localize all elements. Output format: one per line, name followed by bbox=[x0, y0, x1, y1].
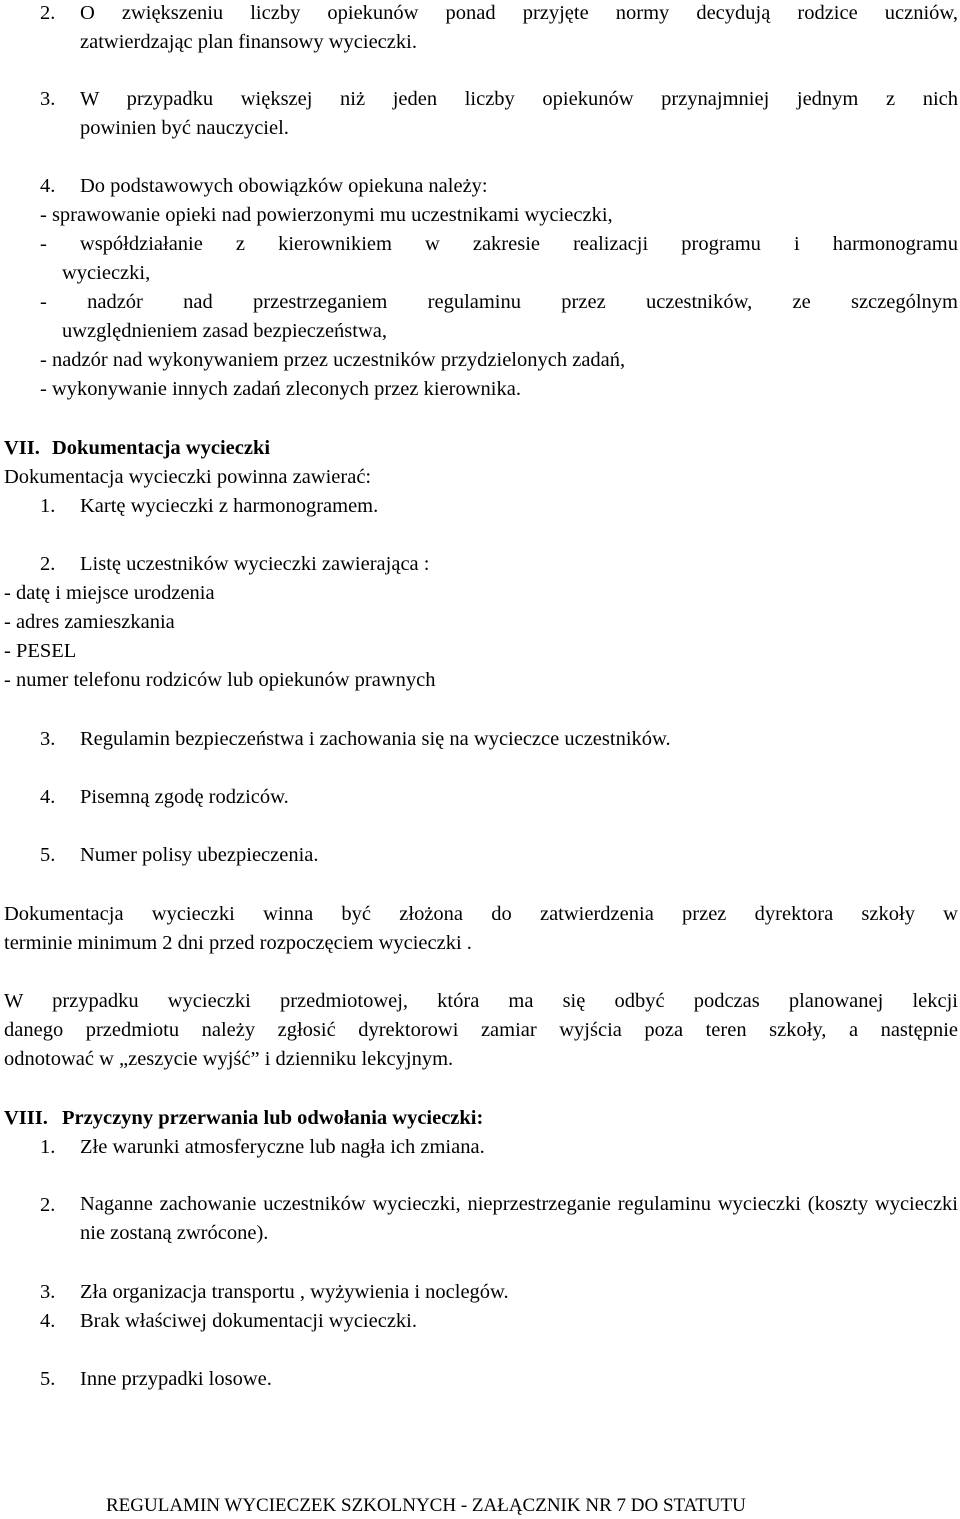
item-text: Do podstawowych obowiązków opiekuna należy: bbox=[80, 175, 488, 197]
section-title: Dokumentacja wycieczki bbox=[52, 437, 271, 459]
item-number: 2. bbox=[40, 1194, 56, 1216]
duty-line: - sprawowanie opieki nad powierzonymi mu uczestnikami wycieczki, bbox=[40, 204, 613, 226]
duty-line: - współdziałanie z kierownikiem w zakresie realizacji programu i harmonogramu bbox=[40, 233, 958, 255]
item-text: Naganne zachowanie uczestników wycieczki, nieprzestrzeganie regulaminu wycieczki (koszty wycieczki nie zostaną zwrócone). bbox=[80, 1193, 958, 1244]
section-numeral: VIII. bbox=[4, 1107, 48, 1129]
item-number: 5. bbox=[40, 844, 56, 866]
paragraph-line: danego przedmiotu należy zgłosić dyrektorowi zamiar wyjścia poza teren szkoły, a następnie bbox=[4, 1019, 958, 1041]
paragraph-line: odnotować w „zeszycie wyjść” i dzienniku lekcyjnym. bbox=[4, 1048, 454, 1070]
item-text: zatwierdzając plan finansowy wycieczki. bbox=[80, 31, 417, 53]
item-number: 3. bbox=[40, 1281, 56, 1303]
section-title: Przyczyny przerwania lub odwołania wycieczki: bbox=[62, 1107, 484, 1129]
list-item: - numer telefonu rodziców lub opiekunów prawnych bbox=[4, 669, 436, 691]
item-text: Pisemną zgodę rodziców. bbox=[80, 786, 289, 808]
duty-line: - nadzór nad wykonywaniem przez uczestników przydzielonych zadań, bbox=[40, 349, 626, 371]
item-number: 1. bbox=[40, 1136, 56, 1158]
item-text: W przypadku większej niż jeden liczby opiekunów przynajmniej jednym z nich bbox=[80, 88, 958, 110]
item-number: 4. bbox=[40, 175, 56, 197]
item-number: 1. bbox=[40, 495, 56, 517]
item-text: powinien być nauczyciel. bbox=[80, 117, 289, 139]
item-text: Inne przypadki losowe. bbox=[80, 1368, 272, 1390]
paragraph-line: Dokumentacja wycieczki winna być złożona do zatwierdzenia przez dyrektora szkoły w bbox=[4, 903, 958, 925]
section-intro: Dokumentacja wycieczki powinna zawierać: bbox=[4, 466, 372, 488]
item-number: 3. bbox=[40, 88, 56, 110]
item-number: 4. bbox=[40, 1310, 56, 1332]
item-number: 2. bbox=[40, 553, 56, 575]
duty-line: uwzględnieniem zasad bezpieczeństwa, bbox=[62, 320, 387, 342]
item-text: Brak właściwej dokumentacji wycieczki. bbox=[80, 1310, 417, 1332]
section-numeral: VII. bbox=[4, 437, 40, 459]
item-text: O zwiększeniu liczby opiekunów ponad przyjęte normy decydują rodzice uczniów, bbox=[80, 2, 958, 24]
item-text: Złe warunki atmosferyczne lub nagła ich zmiana. bbox=[80, 1136, 485, 1158]
duty-line: wycieczki, bbox=[62, 262, 151, 284]
duty-line: - wykonywanie innych zadań zleconych przez kierownika. bbox=[40, 378, 521, 400]
list-item: - PESEL bbox=[4, 640, 77, 662]
paragraph-line: W przypadku wycieczki przedmiotowej, która ma się odbyć podczas planowanej lekcji bbox=[4, 990, 958, 1012]
item-text: Listę uczestników wycieczki zawierająca : bbox=[80, 553, 430, 575]
paragraph-line: terminie minimum 2 dni przed rozpoczęciem wycieczki . bbox=[4, 932, 472, 954]
page-footer: REGULAMIN WYCIECZEK SZKOLNYCH - ZAŁĄCZNIK NR 7 DO STATUTU bbox=[106, 1495, 746, 1516]
item-text: Kartę wycieczki z harmonogramem. bbox=[80, 495, 379, 517]
item-number: 4. bbox=[40, 786, 56, 808]
item-number: 3. bbox=[40, 728, 56, 750]
item-number: 5. bbox=[40, 1368, 56, 1390]
list-item: - datę i miejsce urodzenia bbox=[4, 582, 215, 604]
item-text: Zła organizacja transportu , wyżywienia i noclegów. bbox=[80, 1281, 509, 1303]
item-number: 2. bbox=[40, 2, 56, 24]
duty-line: - nadzór nad przestrzeganiem regulaminu przez uczestników, ze szczególnym bbox=[40, 291, 958, 313]
list-item: - adres zamieszkania bbox=[4, 611, 175, 633]
item-text: Regulamin bezpieczeństwa i zachowania się na wycieczce uczestników. bbox=[80, 728, 671, 750]
item-text: Numer polisy ubezpieczenia. bbox=[80, 844, 319, 866]
